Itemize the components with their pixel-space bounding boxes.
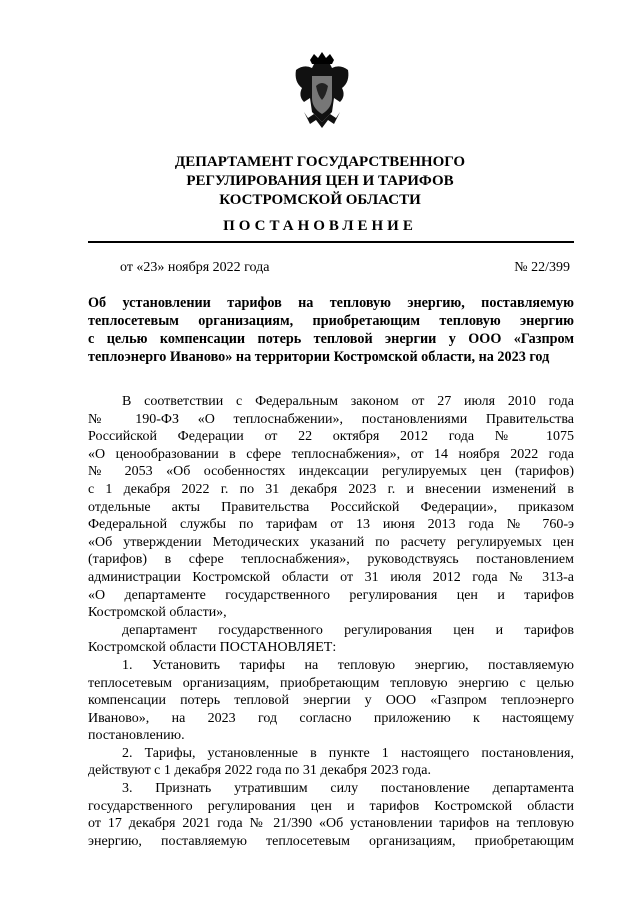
department-line-3: КОСТРОМСКОЙ ОБЛАСТИ xyxy=(219,192,421,208)
body-line: энергию, поставляемую теплосетевым организациям, приобретающим xyxy=(88,833,574,849)
body-line: № 190-ФЗ «О теплоснабжении», постановлениями Правительства xyxy=(88,411,574,427)
body-line: компенсации потерь тепловой энергии у ООО «Газпром теплоэнерго xyxy=(88,693,574,709)
department-line-1: ДЕПАРТАМЕНТ ГОСУДАРСТВЕННОГО xyxy=(174,154,466,170)
body-line: Российской Федерации от 22 октября 2012 года № 1075 xyxy=(88,429,574,445)
title-line: с целью компенсации потерь тепловой энергии у ООО «Газпром xyxy=(88,331,574,347)
body-line: действуют с 1 декабря 2022 года по 31 декабря 2023 года. xyxy=(88,763,431,779)
body-line: от 17 декабря 2021 года № 21/390 «Об установлении тарифов на тепловую xyxy=(88,816,574,832)
heading-divider xyxy=(88,241,574,243)
document-title xyxy=(88,294,574,366)
body-line: № 2053 «Об особенностях индексации регулируемых цен (тарифов) xyxy=(88,464,574,480)
body-line: В соответствии с Федеральным законом от 27 июля 2010 года xyxy=(122,394,574,409)
body-line: департамент государственного регулирования цен и тарифов xyxy=(122,622,574,638)
body-line: Костромской области ПОСТАНОВЛЯЕТ: xyxy=(88,640,337,656)
body-line: (тарифов) в сфере теплоснабжения», руководствуясь постановлением xyxy=(88,552,574,568)
body-line: Федеральной службы по тарифам от 13 июня 2013 года № 760-э xyxy=(88,517,574,533)
department-name xyxy=(0,153,640,210)
body-line: Иваново», на 2023 год согласно приложению к настоящему xyxy=(88,710,574,726)
body-line: 2. Тарифы, установленные в пункте 1 настоящего постановления, xyxy=(122,745,574,761)
body-line: Костромской области», xyxy=(88,605,227,621)
department-line-2: РЕГУЛИРОВАНИЯ ЦЕН И ТАРИФОВ xyxy=(186,173,454,189)
body-line: государственного регулирования цен и тарифов Костромской области xyxy=(88,798,574,814)
body-line: теплосетевым организациям, приобретающим тепловую энергию с целью xyxy=(88,675,574,691)
body-line: постановлению. xyxy=(88,728,185,744)
title-line: теплосетевым организациям, приобретающим тепловую энергию xyxy=(88,313,574,329)
body-line: администрации Костромской области от 31 июля 2012 года № 313-а xyxy=(88,569,574,585)
document-date: от «23» ноября 2022 года xyxy=(120,260,270,275)
title-line: теплоэнерго Иваново» на территории Костромской области, на 2023 год xyxy=(88,349,550,365)
body-line: «О департаменте государственного регулирования цен и тарифов xyxy=(88,587,574,603)
body-line: «О ценообразовании в сфере теплоснабжения», от 14 ноября 2022 года xyxy=(88,446,574,462)
document-body xyxy=(88,393,574,850)
body-line: «Об утверждении Методических указаний по расчету регулируемых цен xyxy=(88,534,574,550)
kostroma-coat-of-arms-icon xyxy=(290,52,354,132)
title-line: Об установлении тарифов на тепловую энергию, поставляемую xyxy=(88,295,574,311)
body-line: 1. Установить тарифы на тепловую энергию, поставляемую xyxy=(122,657,574,673)
document-type-heading: ПОСТАНОВЛЕНИЕ xyxy=(223,218,417,234)
body-line: отдельные акты Правительства Российской Федерации», приказом xyxy=(88,499,574,515)
body-line: 3. Признать утратившим силу постановление департамента xyxy=(122,781,574,797)
body-line: с 1 декабря 2022 г. по 31 декабря 2023 г. и внесении изменений в xyxy=(88,481,574,497)
document-number: № 22/399 xyxy=(514,260,570,275)
